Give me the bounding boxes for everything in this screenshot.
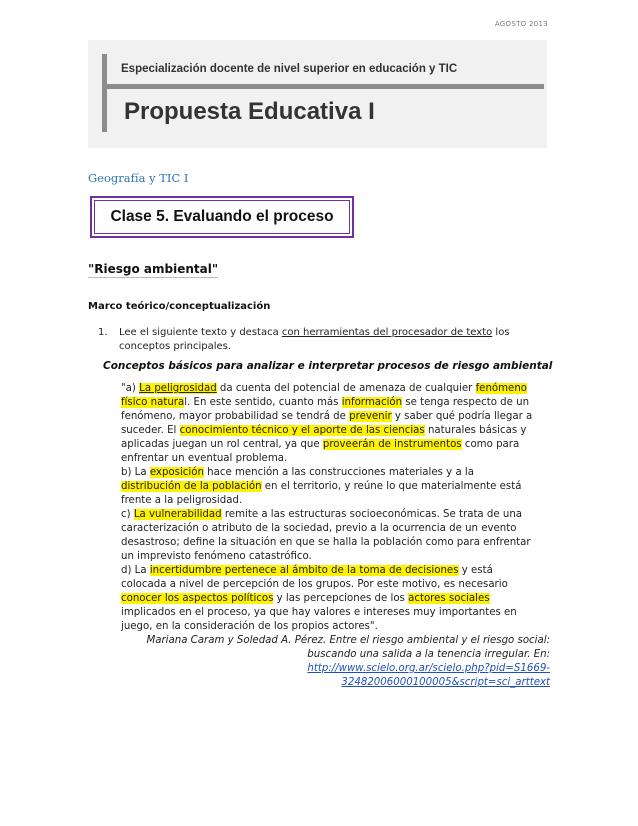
quote-line: suceder. El conocimiento técnico y el aporte de las ciencias naturales básicas y xyxy=(121,425,527,436)
highlight: prevenir xyxy=(349,411,392,422)
subject-title: Geografía y TIC I xyxy=(88,171,189,185)
highlight: exposición xyxy=(149,467,204,478)
highlight: incertidumbre pertenece al ámbito de la toma de decisiones xyxy=(149,565,459,576)
quote-line: caracterización o atributo de la sociedad, previo a la ocurrencia de un evento xyxy=(121,523,517,534)
highlight: actores sociales xyxy=(408,593,490,604)
instruction-item xyxy=(98,326,558,354)
quote-line: conocer los aspectos políticos y las percepciones de los actores sociales xyxy=(121,593,490,604)
header-banner xyxy=(88,40,547,148)
reading-title: Conceptos básicos para analizar e interpretar procesos de riesgo ambiental xyxy=(103,360,553,372)
highlight: distribución de la población xyxy=(121,481,262,492)
quote-line: implicados en el proceso, ya que hay valores e intereses muy importantes en xyxy=(121,607,517,618)
quote-block xyxy=(121,382,549,634)
highlight: conocimiento técnico y el aporte de las ciencias xyxy=(179,425,425,436)
highlight: físico natura xyxy=(121,397,185,408)
quote-line: b) La exposición hace mención a las construcciones materiales y a la xyxy=(121,467,475,478)
quote-line: distribución de la población en el territorio, y reúne lo que materialmente está xyxy=(121,481,522,492)
quote-line: d) La incertidumbre pertenece al ámbito de la toma de decisiones y está xyxy=(121,565,493,576)
banner-horizontal-bar xyxy=(106,84,544,89)
quote-line: enfrentar un eventual problema. xyxy=(121,453,288,464)
quote-line: frente a la peligrosidad. xyxy=(121,495,243,506)
highlight: conocer los aspectos políticos xyxy=(121,593,274,604)
highlight: fenómeno xyxy=(475,383,528,394)
header-date: AGOSTO 2013 xyxy=(494,20,548,28)
citation-line: Mariana Caram y Soledad A. Pérez. Entre el riesgo ambiental y el riesgo social: xyxy=(146,635,550,646)
instruction-number: 1. xyxy=(98,327,108,338)
banner-vertical-bar xyxy=(102,54,107,132)
instruction-text: Lee el siguiente texto y destaca con herramientas del procesador de texto los conceptos principales. xyxy=(119,327,510,352)
highlight: La peligrosidad xyxy=(139,383,217,394)
subsection-title: Marco teórico/conceptualización xyxy=(88,301,271,312)
class-title: Clase 5. Evaluando el proceso xyxy=(110,208,334,225)
quote-line: un imprevisto fenómeno catastrófico. xyxy=(121,551,312,562)
quote-line: c) La vulnerabilidad remite a las estructuras socioeconómicas. Se trata de una xyxy=(121,509,523,520)
quote-line: aplicadas juegan un rol central, ya que proveerán de instrumentos como para xyxy=(121,439,520,450)
class-title-box xyxy=(90,196,354,238)
quote-line: colocada a nivel de percepción de los grupos. Por este motivo, es necesario xyxy=(121,579,508,590)
quote-line: desastroso; define la situación en que se halla la población como para enfrentar xyxy=(121,537,531,548)
quote-line: juego, en la consideración de los propios actores". xyxy=(121,621,378,632)
quote-line: físico natural. En este sentido, cuanto más información se tenga respecto de un xyxy=(121,397,530,408)
highlight: proveerán de instrumentos xyxy=(322,439,462,450)
banner-subtitle: Especialización docente de nivel superior en educación y TIC xyxy=(121,63,458,75)
citation-link[interactable]: http://www.scielo.org.ar/scielo.php?pid=S1669- xyxy=(307,663,550,674)
citation-link[interactable]: 32482006000100005&script=sci_arttext xyxy=(341,677,550,688)
section-title: "Riesgo ambiental" xyxy=(88,262,219,276)
quote-line: fenómeno, mayor probabilidad se tendrá de prevenir y saber qué podría llegar a xyxy=(121,411,533,422)
highlight: La vulnerabilidad xyxy=(133,509,222,520)
citation-line: buscando una salida a la tenencia irregular. En: xyxy=(307,649,550,660)
banner-title: Propuesta Educativa I xyxy=(124,98,375,125)
highlight: información xyxy=(341,397,403,408)
instruction-underlined: con herramientas del procesador de texto xyxy=(281,327,493,338)
citation xyxy=(110,634,550,690)
quote-line: "a) La peligrosidad da cuenta del potencial de amenaza de cualquier fenómeno xyxy=(121,383,528,394)
